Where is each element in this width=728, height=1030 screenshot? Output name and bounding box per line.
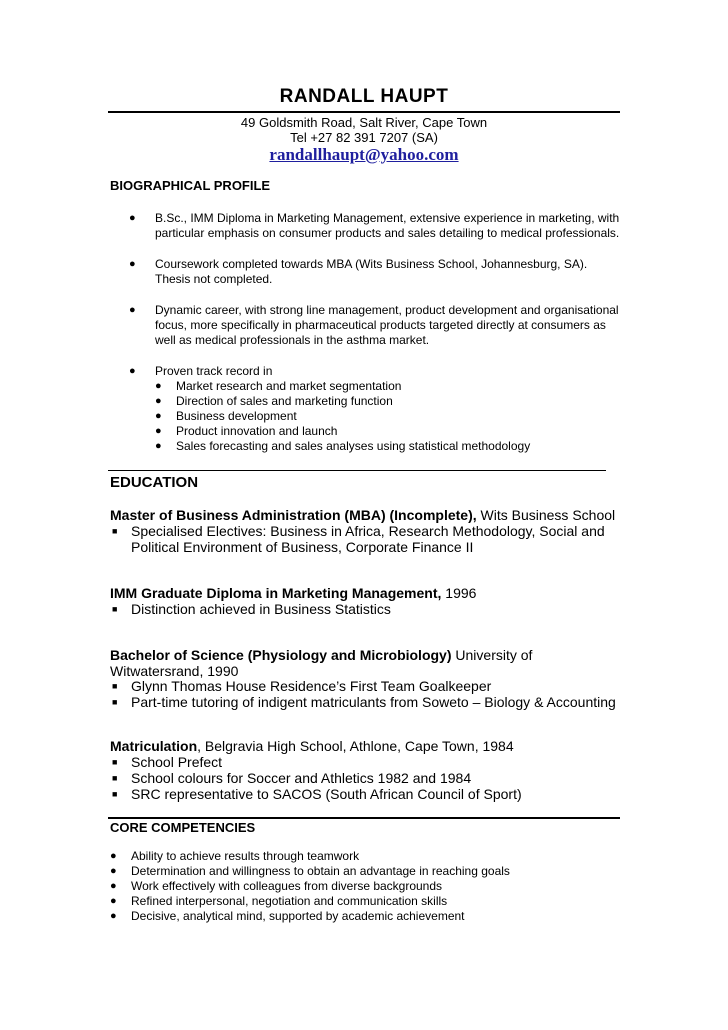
list-item: ● Work effectively with colleagues from diverse backgrounds <box>110 879 443 893</box>
square-bullet-icon: ■ <box>112 604 118 614</box>
list-item: ● Business development <box>155 409 297 423</box>
list-item: ■ Distinction achieved in Business Statistics <box>112 601 391 617</box>
list-item: ● Decisive, analytical mind, supported by academic achievement <box>110 909 465 923</box>
bullet-icon: ● <box>129 365 136 377</box>
education-entry-list <box>110 754 622 802</box>
education-entry-list <box>110 601 622 617</box>
bullet-icon: ● <box>155 395 162 407</box>
bullet-icon: ● <box>110 880 117 892</box>
square-bullet-icon: ■ <box>112 526 118 536</box>
square-bullet-icon: ■ <box>112 773 118 783</box>
list-item: ● Market research and market segmentation <box>155 379 402 393</box>
education-entry-title: Bachelor of Science (Physiology and Microbiology) University of Witwatersrand, 1990 <box>110 647 533 679</box>
list-item: ● Product innovation and launch <box>155 424 338 438</box>
track-record-list <box>155 379 620 454</box>
address-line: 49 Goldsmith Road, Salt River, Cape Town <box>240 115 488 130</box>
list-item: ● Ability to achieve results through teamwork <box>110 849 360 863</box>
candidate-name: RANDALL HAUPT <box>279 86 449 107</box>
section-divider <box>108 470 606 471</box>
square-bullet-icon: ■ <box>112 697 118 707</box>
education-entry-title: Master of Business Administration (MBA) (Incomplete), Wits Business School <box>110 507 616 523</box>
core-competencies-heading: CORE COMPETENCIES <box>110 820 256 835</box>
bullet-icon: ● <box>155 425 162 437</box>
list-item: ● Determination and willingness to obtain an advantage in reaching goals <box>110 864 510 878</box>
list-item: ● Coursework completed towards MBA (Wits Business School, Johannesburg, SA). Thesis not completed. <box>129 257 588 286</box>
education-entry-list <box>110 523 622 555</box>
list-item: ● Proven track record in ● Market research and market segmentation ● Direction of sales and marketing function ● Business development ● Product innovation and launch ● Sales forecasting and sales analyses using statistical methodology <box>110 364 620 454</box>
square-bullet-icon: ■ <box>112 681 118 691</box>
telephone-line: Tel +27 82 391 7207 (SA) <box>290 130 438 145</box>
bullet-icon: ● <box>129 212 136 224</box>
email-link[interactable]: randallhaupt@yahoo.com <box>269 145 459 164</box>
education-entry-title: Matriculation, Belgravia High School, Athlone, Cape Town, 1984 <box>110 738 514 754</box>
bullet-icon: ● <box>129 304 136 316</box>
education-entry-title: IMM Graduate Diploma in Marketing Management, 1996 <box>110 585 477 601</box>
list-item: ■ Specialised Electives: Business in Africa, Research Methodology, Social and Political Environment of Business, Corporate Finance II <box>112 523 605 555</box>
list-item: ■ School colours for Soccer and Athletics 1982 and 1984 <box>112 770 472 786</box>
bullet-icon: ● <box>155 380 162 392</box>
list-item: ● Dynamic career, with strong line management, product development and organisational focus, more specifically in pharmaceutical products targeted directly at consumers as well as medical professionals in the asthma market. <box>129 303 619 347</box>
bullet-icon: ● <box>129 258 136 270</box>
biographical-profile-list <box>110 211 620 470</box>
bullet-icon: ● <box>110 850 117 862</box>
bullet-icon: ● <box>155 440 162 452</box>
bullet-icon: ● <box>110 895 117 907</box>
bullet-icon: ● <box>110 865 117 877</box>
square-bullet-icon: ■ <box>112 789 118 799</box>
list-item: ■ SRC representative to SACOS (South African Council of Sport) <box>112 786 522 802</box>
section-divider <box>108 817 620 819</box>
bullet-icon: ● <box>110 910 117 922</box>
list-item: ■ Glynn Thomas House Residence’s First Team Goalkeeper <box>112 678 492 694</box>
list-item: ● Sales forecasting and sales analyses using statistical methodology <box>155 439 531 453</box>
list-item: ■ School Prefect <box>112 754 223 770</box>
education-heading: EDUCATION <box>110 474 199 491</box>
list-item: ■ Part-time tutoring of indigent matriculants from Soweto – Biology & Accounting <box>112 694 616 710</box>
list-item: ● B.Sc., IMM Diploma in Marketing Management, extensive experience in marketing, with particular emphasis on consumer products and sales detailing to medical professionals. <box>129 211 620 240</box>
list-item: ● Refined interpersonal, negotiation and communication skills <box>110 894 448 908</box>
bullet-icon: ● <box>155 410 162 422</box>
square-bullet-icon: ■ <box>112 757 118 767</box>
education-entry-list <box>110 678 622 710</box>
core-competencies-list <box>110 849 622 924</box>
header-rule <box>108 111 620 113</box>
biographical-profile-heading: BIOGRAPHICAL PROFILE <box>110 178 271 193</box>
list-item: ● Direction of sales and marketing function <box>155 394 393 408</box>
